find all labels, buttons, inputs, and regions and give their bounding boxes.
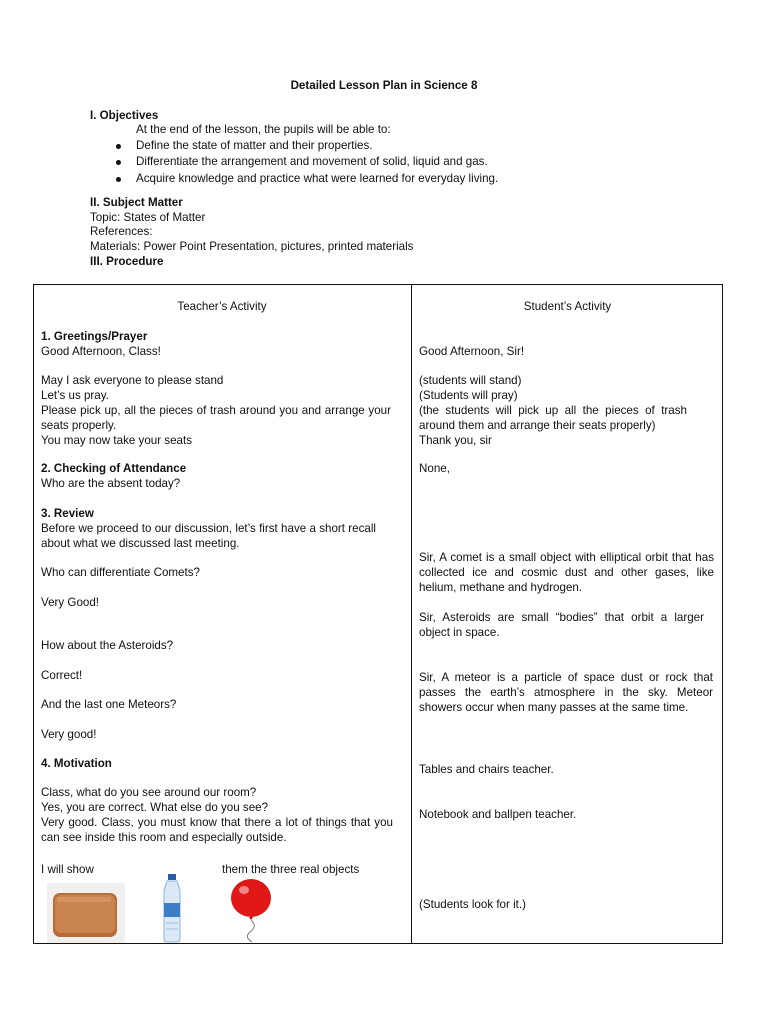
teacher-line: Who are the absent today?	[41, 477, 181, 490]
brick-image	[47, 883, 125, 943]
teacher-line: them the three real objects	[222, 863, 360, 876]
teacher-line: Very good!	[41, 728, 97, 741]
student-line: (the students will pick up all the pieces of trash around them and arrange their seats properly)	[419, 404, 687, 432]
teacher-line: Let’s us pray.	[41, 389, 109, 402]
teacher-line: Good Afternoon, Class!	[41, 345, 161, 358]
student-line: Sir, A meteor is a particle of space dust or rock that passes the earth’s atmosphere in the sky. Meteor showers occur when many passes at the same time.	[419, 671, 713, 714]
attendance-heading: 2. Checking of Attendance	[41, 462, 187, 475]
student-line: Sir, A comet is a small object with elliptical orbit that has collected ice and cosmic dust and other gases, like helium, methane and hydrogen.	[419, 551, 714, 594]
teacher-line: Very Good!	[41, 596, 100, 609]
student-line: Sir, Asteroids are small “bodies” that orbit a larger object in space.	[419, 611, 704, 639]
objectives-intro: At the end of the lesson, the pupils will be able to:	[136, 123, 391, 136]
bullet-icon	[116, 177, 121, 182]
teacher-line: And the last one Meteors?	[41, 698, 177, 711]
teacher-line: Very good. Class, you must know that there a lot of things that you can see inside this room and especially outside.	[41, 816, 393, 844]
table-column-divider	[411, 284, 412, 944]
teacher-line: May I ask everyone to please stand	[41, 374, 224, 387]
student-line: Tables and chairs teacher.	[419, 763, 554, 776]
student-line: Thank you, sir	[419, 434, 492, 447]
teacher-line: How about the Asteroids?	[41, 639, 174, 652]
student-line: None,	[419, 462, 450, 475]
objective-item: Acquire knowledge and practice what were learned for everyday living.	[136, 172, 499, 185]
motivation-heading: 4. Motivation	[41, 757, 112, 770]
bullet-icon	[116, 160, 121, 165]
teacher-line: Before we proceed to our discussion, let’s first have a short recall about what we discussed last meeting.	[41, 522, 376, 550]
student-line: (students will stand)	[419, 374, 522, 387]
balloon-image	[228, 878, 274, 944]
objective-item: Define the state of matter and their properties.	[136, 139, 373, 152]
student-line: (Students will pray)	[419, 389, 518, 402]
greetings-heading: 1. Greetings/Prayer	[41, 330, 148, 343]
subject-matter-heading: II. Subject Matter	[90, 196, 183, 209]
teacher-line: Correct!	[41, 669, 83, 682]
objectives-heading: I. Objectives	[90, 109, 159, 122]
student-line: (Students look for it.)	[419, 898, 526, 911]
student-activity-header: Student’s Activity	[523, 300, 612, 313]
teacher-activity-header: Teacher’s Activity	[177, 300, 267, 313]
document-title: Detailed Lesson Plan in Science 8	[290, 79, 478, 92]
teacher-line: Who can differentiate Comets?	[41, 566, 200, 579]
teacher-line: Please pick up, all the pieces of trash around you and arrange your seats properly.	[41, 404, 391, 432]
student-line: Good Afternoon, Sir!	[419, 345, 525, 358]
water-bottle-image	[158, 873, 186, 943]
teacher-line: I will show	[41, 863, 94, 876]
review-heading: 3. Review	[41, 507, 94, 520]
bullet-icon	[116, 144, 121, 149]
teacher-line: Yes, you are correct. What else do you see?	[41, 801, 269, 814]
teacher-line: Class, what do you see around our room?	[41, 786, 257, 799]
student-line: Notebook and ballpen teacher.	[419, 808, 577, 821]
teacher-line: You may now take your seats	[41, 434, 193, 447]
materials-line: Materials: Power Point Presentation, pictures, printed materials	[90, 240, 414, 253]
topic-line: Topic: States of Matter	[90, 211, 206, 224]
objective-item: Differentiate the arrangement and movement of solid, liquid and gas.	[136, 155, 488, 168]
references-line: References:	[90, 225, 153, 238]
procedure-heading: III. Procedure	[90, 255, 164, 268]
